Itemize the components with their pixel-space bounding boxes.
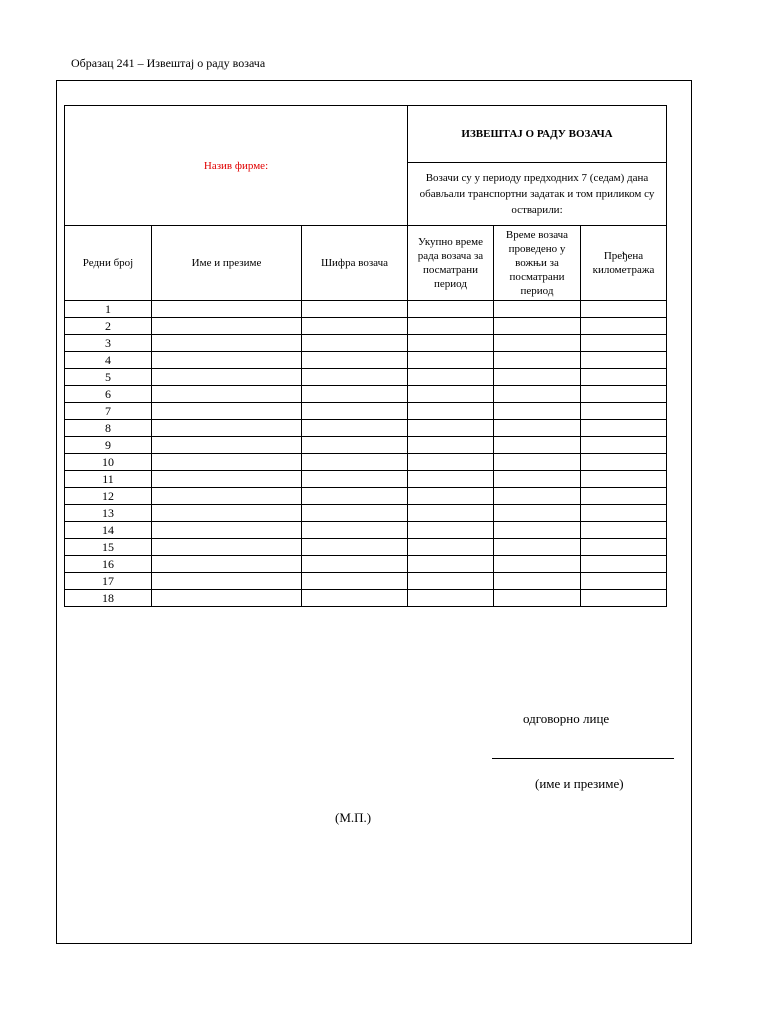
driver-code-cell[interactable]	[302, 352, 408, 369]
table-row	[65, 488, 667, 505]
driver-code-cell[interactable]	[302, 301, 408, 318]
driving-time-cell[interactable]	[494, 437, 581, 454]
table-row	[65, 403, 667, 420]
total-work-time-cell[interactable]	[408, 369, 494, 386]
table-row	[65, 335, 667, 352]
table-row	[65, 522, 667, 539]
row-number: 15	[65, 539, 152, 556]
report-intro: Возачи су у периоду предходних 7 (седам) дана обављали транспортни задатак и том приликом су остварили:	[408, 163, 667, 226]
distance-cell[interactable]	[581, 352, 667, 369]
row-number: 12	[65, 488, 152, 505]
header-driving-time: Време возача проведено у вожњи за посматрани период	[494, 226, 581, 301]
driver-code-cell[interactable]	[302, 318, 408, 335]
driving-time-cell[interactable]	[494, 369, 581, 386]
driver-code-cell[interactable]	[302, 369, 408, 386]
driver-code-cell[interactable]	[302, 335, 408, 352]
driving-time-cell[interactable]	[494, 590, 581, 607]
driving-time-cell[interactable]	[494, 454, 581, 471]
driving-time-cell[interactable]	[494, 573, 581, 590]
total-work-time-cell[interactable]	[408, 471, 494, 488]
driving-time-cell[interactable]	[494, 420, 581, 437]
full-name-cell[interactable]	[152, 318, 302, 335]
table-row	[65, 301, 667, 318]
distance-cell[interactable]	[581, 369, 667, 386]
distance-cell[interactable]	[581, 522, 667, 539]
full-name-cell[interactable]	[152, 471, 302, 488]
distance-cell[interactable]	[581, 505, 667, 522]
row-number: 16	[65, 556, 152, 573]
total-work-time-cell[interactable]	[408, 352, 494, 369]
distance-cell[interactable]	[581, 471, 667, 488]
stamp-placeholder: (М.П.)	[335, 810, 372, 825]
full-name-cell[interactable]	[152, 539, 302, 556]
company-name-cell	[65, 106, 408, 226]
driving-time-cell[interactable]	[494, 335, 581, 352]
driving-time-cell[interactable]	[494, 403, 581, 420]
total-work-time-cell[interactable]	[408, 403, 494, 420]
total-work-time-cell[interactable]	[408, 590, 494, 607]
distance-cell[interactable]	[581, 454, 667, 471]
driver-code-cell[interactable]	[302, 573, 408, 590]
driving-time-cell[interactable]	[494, 556, 581, 573]
table-row	[65, 437, 667, 454]
table-row	[65, 454, 667, 471]
full-name-cell[interactable]	[152, 522, 302, 539]
driver-code-cell[interactable]	[302, 488, 408, 505]
row-number: 10	[65, 454, 152, 471]
full-name-cell[interactable]	[152, 369, 302, 386]
responsible-person-label: одговорно лице	[523, 711, 610, 726]
full-name-cell[interactable]	[152, 505, 302, 522]
row-number: 13	[65, 505, 152, 522]
driver-code-cell[interactable]	[302, 454, 408, 471]
distance-cell[interactable]	[581, 335, 667, 352]
header-distance: Пређена километража	[581, 226, 667, 301]
table-row	[65, 590, 667, 607]
row-number: 5	[65, 369, 152, 386]
full-name-cell[interactable]	[152, 301, 302, 318]
total-work-time-cell[interactable]	[408, 301, 494, 318]
full-name-cell[interactable]	[152, 386, 302, 403]
table-row	[65, 420, 667, 437]
table-row	[65, 539, 667, 556]
form-caption: Образац 241 – Извештај о раду возача	[71, 56, 266, 70]
driver-code-cell[interactable]	[302, 505, 408, 522]
driver-report-table	[64, 105, 667, 607]
table-row	[65, 471, 667, 488]
table-row	[65, 369, 667, 386]
report-title: ИЗВЕШТАЈ О РАДУ ВОЗАЧА	[408, 106, 667, 163]
driver-code-cell[interactable]	[302, 539, 408, 556]
distance-cell[interactable]	[581, 420, 667, 437]
total-work-time-cell[interactable]	[408, 488, 494, 505]
full-name-cell[interactable]	[152, 437, 302, 454]
row-number: 11	[65, 471, 152, 488]
table-row	[65, 556, 667, 573]
distance-cell[interactable]	[581, 539, 667, 556]
total-work-time-cell[interactable]	[408, 556, 494, 573]
distance-cell[interactable]	[581, 556, 667, 573]
distance-cell[interactable]	[581, 403, 667, 420]
company-name-label: Назив фирме:	[203, 159, 269, 172]
distance-cell[interactable]	[581, 318, 667, 335]
full-name-cell[interactable]	[152, 420, 302, 437]
driving-time-cell[interactable]	[494, 352, 581, 369]
driving-time-cell[interactable]	[494, 386, 581, 403]
distance-cell[interactable]	[581, 301, 667, 318]
driver-code-cell[interactable]	[302, 556, 408, 573]
row-number: 6	[65, 386, 152, 403]
total-work-time-cell[interactable]	[408, 318, 494, 335]
total-work-time-cell[interactable]	[408, 539, 494, 556]
total-work-time-cell[interactable]	[408, 420, 494, 437]
table-row	[65, 318, 667, 335]
driving-time-cell[interactable]	[494, 318, 581, 335]
full-name-cell[interactable]	[152, 573, 302, 590]
driving-time-cell[interactable]	[494, 522, 581, 539]
row-number: 2	[65, 318, 152, 335]
full-name-cell[interactable]	[152, 556, 302, 573]
driving-time-cell[interactable]	[494, 488, 581, 505]
row-number: 17	[65, 573, 152, 590]
signature-name-caption: (име и презиме)	[535, 776, 624, 791]
driver-code-cell[interactable]	[302, 420, 408, 437]
table-row	[65, 386, 667, 403]
row-number: 3	[65, 335, 152, 352]
table-row	[65, 352, 667, 369]
header-driver-code: Шифра возача	[302, 226, 408, 301]
distance-cell[interactable]	[581, 437, 667, 454]
total-work-time-cell[interactable]	[408, 437, 494, 454]
driver-code-cell[interactable]	[302, 522, 408, 539]
signature-line	[492, 758, 674, 759]
driving-time-cell[interactable]	[494, 539, 581, 556]
driving-time-cell[interactable]	[494, 505, 581, 522]
full-name-cell[interactable]	[152, 335, 302, 352]
total-work-time-cell[interactable]	[408, 505, 494, 522]
distance-cell[interactable]	[581, 488, 667, 505]
row-number: 9	[65, 437, 152, 454]
driver-code-cell[interactable]	[302, 471, 408, 488]
full-name-cell[interactable]	[152, 352, 302, 369]
distance-cell[interactable]	[581, 573, 667, 590]
full-name-cell[interactable]	[152, 454, 302, 471]
row-number: 4	[65, 352, 152, 369]
row-number: 7	[65, 403, 152, 420]
total-work-time-cell[interactable]	[408, 573, 494, 590]
driving-time-cell[interactable]	[494, 301, 581, 318]
total-work-time-cell[interactable]	[408, 386, 494, 403]
full-name-cell[interactable]	[152, 403, 302, 420]
header-full-name: Име и презиме	[152, 226, 302, 301]
table-row	[65, 573, 667, 590]
row-number: 14	[65, 522, 152, 539]
driver-code-cell[interactable]	[302, 403, 408, 420]
header-ordinal: Редни број	[65, 226, 152, 301]
distance-cell[interactable]	[581, 590, 667, 607]
row-number: 1	[65, 301, 152, 318]
driver-code-cell[interactable]	[302, 437, 408, 454]
total-work-time-cell[interactable]	[408, 522, 494, 539]
total-work-time-cell[interactable]	[408, 454, 494, 471]
row-number: 18	[65, 590, 152, 607]
total-work-time-cell[interactable]	[408, 335, 494, 352]
driver-code-cell[interactable]	[302, 590, 408, 607]
header-total-work-time: Укупно време рада возача за посматрани период	[408, 226, 494, 301]
driver-code-cell[interactable]	[302, 386, 408, 403]
row-number: 8	[65, 420, 152, 437]
table-row	[65, 505, 667, 522]
full-name-cell[interactable]	[152, 590, 302, 607]
distance-cell[interactable]	[581, 386, 667, 403]
full-name-cell[interactable]	[152, 488, 302, 505]
driving-time-cell[interactable]	[494, 471, 581, 488]
